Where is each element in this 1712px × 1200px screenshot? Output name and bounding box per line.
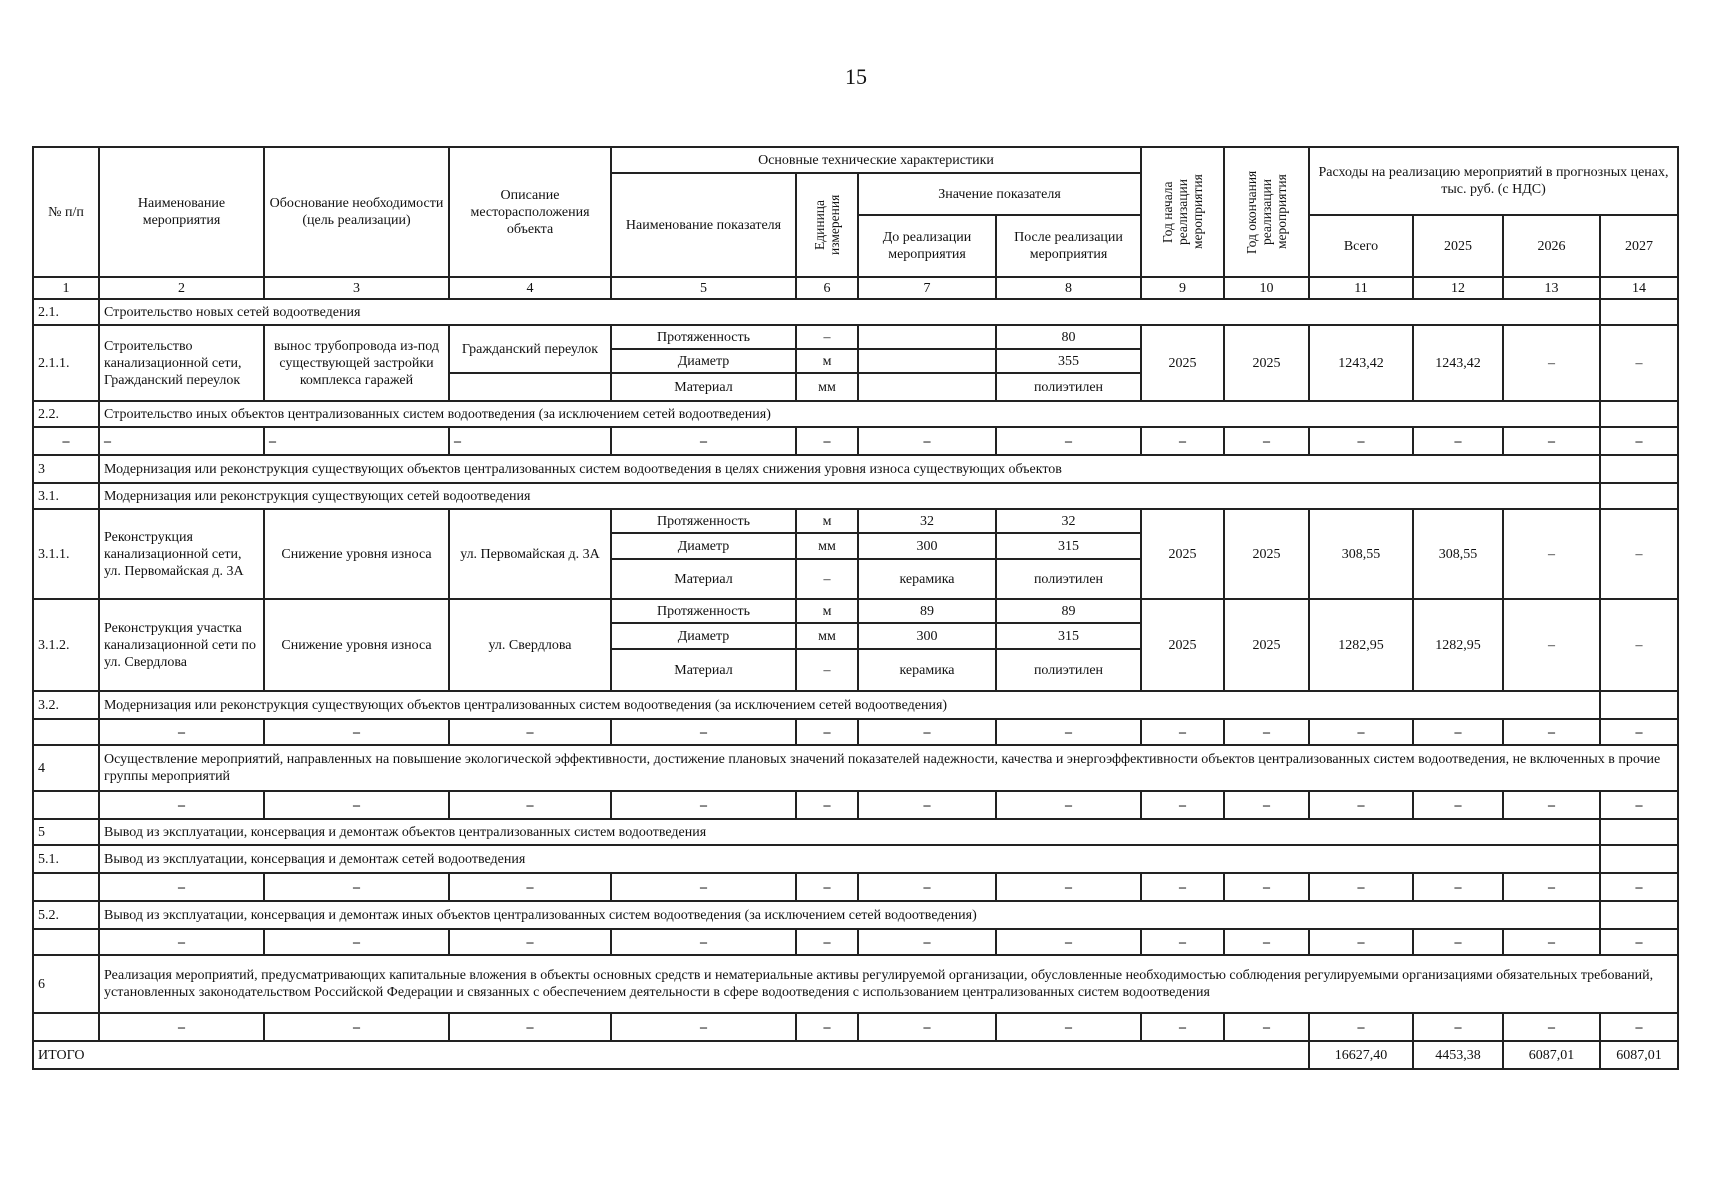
header-costs-group: Расходы на реализацию мероприятий в прогнозных ценах, тыс. руб. (с НДС): [1309, 147, 1678, 215]
section-num: 3.2.: [33, 691, 99, 719]
dash-cell: [33, 719, 99, 745]
dash-cell: –: [99, 427, 264, 455]
dash-cell: –: [1141, 791, 1224, 819]
dash-cell: –: [1224, 873, 1309, 901]
dash-cell: –: [1413, 873, 1503, 901]
indicator-after: 355: [996, 349, 1141, 373]
column-numbers-row: [33, 277, 1678, 299]
header-before: До реализации мероприятия: [858, 215, 996, 277]
indicator-after: 315: [996, 533, 1141, 559]
section-title: Модернизация или реконструкция существующих объектов централизованных систем водоотведения в целях снижения уровня износа существующих объектов: [99, 455, 1600, 483]
indicator-name: Материал: [611, 373, 796, 401]
dash-cell: –: [99, 719, 264, 745]
cost-total: 1243,42: [1309, 325, 1413, 401]
dash-cell: –: [996, 873, 1141, 901]
dash-cell: –: [1503, 929, 1600, 955]
header-2025: 2025: [1413, 215, 1503, 277]
row-num: 3.1.2.: [33, 599, 99, 691]
section-row: [33, 483, 1678, 509]
totals-2026: 6087,01: [1503, 1041, 1600, 1069]
dash-cell: –: [796, 1013, 858, 1041]
totals-2027: 6087,01: [1600, 1041, 1678, 1069]
dash-cell: –: [1224, 427, 1309, 455]
indicator-after: 315: [996, 623, 1141, 649]
col-number: 10: [1224, 277, 1309, 299]
indicator-before: керамика: [858, 559, 996, 599]
col-number: 4: [449, 277, 611, 299]
header-location: Описание месторасположения объекта: [449, 147, 611, 277]
year-end: 2025: [1224, 509, 1309, 599]
indicator-name: Протяженность: [611, 599, 796, 623]
dash-cell: –: [1503, 873, 1600, 901]
dash-cell: [33, 873, 99, 901]
indicator-after: 89: [996, 599, 1141, 623]
page-number: 15: [845, 64, 867, 89]
dash-cell: –: [1309, 719, 1413, 745]
row-num: 2.1.1.: [33, 325, 99, 401]
indicator-unit: –: [796, 649, 858, 691]
dash-cell: –: [1224, 1013, 1309, 1041]
indicator-name: Материал: [611, 649, 796, 691]
dash-cell: –: [796, 719, 858, 745]
empty-row: [33, 427, 1678, 455]
section-num: 2.2.: [33, 401, 99, 427]
section-row: [33, 901, 1678, 929]
section-blank: [1600, 901, 1678, 929]
dash-cell: [33, 1013, 99, 1041]
indicator-before: [858, 349, 996, 373]
dash-cell: –: [996, 427, 1141, 455]
dash-cell: –: [449, 929, 611, 955]
section-title: Модернизация или реконструкция существующих сетей водоотведения: [99, 483, 1600, 509]
section-title: Строительство иных объектов централизованных систем водоотведения (за исключением сетей водоотведения): [99, 401, 1600, 427]
indicator-before: [858, 373, 996, 401]
indicator-before: 32: [858, 509, 996, 533]
dash-cell: –: [1413, 929, 1503, 955]
col-number: 6: [796, 277, 858, 299]
dash-cell: –: [996, 1013, 1141, 1041]
indicator-name: Протяженность: [611, 509, 796, 533]
header-after: После реализации мероприятия: [996, 215, 1141, 277]
dash-cell: –: [449, 427, 611, 455]
header-indicator: Наименование показателя: [611, 173, 796, 277]
dash-cell: –: [1600, 929, 1678, 955]
section-row: [33, 745, 1678, 791]
totals-label: ИТОГО: [33, 1041, 1309, 1069]
indicator-unit: м: [796, 509, 858, 533]
section-row: [33, 299, 1678, 325]
table-row: [33, 509, 1678, 533]
totals-row: [33, 1041, 1678, 1069]
cost-2026: –: [1503, 325, 1600, 401]
col-number: 2: [99, 277, 264, 299]
dash-cell: –: [449, 791, 611, 819]
dash-cell: –: [1309, 791, 1413, 819]
row-name: Реконструкция участка канализационной сети по ул. Свердлова: [99, 599, 264, 691]
indicator-unit: мм: [796, 533, 858, 559]
dash-cell: –: [996, 929, 1141, 955]
col-number: 1: [33, 277, 99, 299]
section-title: Реализация мероприятий, предусматривающих капитальные вложения в объекты основных средств и нематериальные активы регулируемой организации, обусловленные необходимостью соблюдения регулируемыми организациями обязательных требований, установленных законодательством Российской Федерации и связанных с обеспечением деятельности в сфере водоотведения с использованием централизованных систем водоотведения: [99, 955, 1678, 1013]
header-year-start: Год начала реализации мероприятия: [1141, 147, 1224, 277]
year-end: 2025: [1224, 325, 1309, 401]
dash-cell: –: [1503, 1013, 1600, 1041]
indicator-after: полиэтилен: [996, 373, 1141, 401]
year-start: 2025: [1141, 599, 1224, 691]
indicator-before: 300: [858, 623, 996, 649]
indicator-after: полиэтилен: [996, 649, 1141, 691]
cost-2025: 1282,95: [1413, 599, 1503, 691]
header-2026: 2026: [1503, 215, 1600, 277]
row-location-empty: [449, 373, 611, 401]
indicator-name: Диаметр: [611, 533, 796, 559]
dash-cell: –: [264, 791, 449, 819]
dash-cell: –: [33, 427, 99, 455]
row-location: Гражданский переулок: [449, 325, 611, 373]
year-start: 2025: [1141, 325, 1224, 401]
section-row: [33, 819, 1678, 845]
investment-program-table: [32, 146, 1679, 1070]
dash-cell: –: [1413, 719, 1503, 745]
section-row: [33, 401, 1678, 427]
section-num: 6: [33, 955, 99, 1013]
dash-cell: –: [1413, 1013, 1503, 1041]
empty-row: [33, 929, 1678, 955]
dash-cell: –: [1413, 427, 1503, 455]
dash-cell: –: [1600, 719, 1678, 745]
indicator-before: керамика: [858, 649, 996, 691]
section-row: [33, 691, 1678, 719]
indicator-unit: м: [796, 599, 858, 623]
empty-row: [33, 719, 1678, 745]
col-number: 14: [1600, 277, 1678, 299]
col-number: 13: [1503, 277, 1600, 299]
dash-cell: –: [1503, 791, 1600, 819]
dash-cell: –: [858, 791, 996, 819]
header-total: Всего: [1309, 215, 1413, 277]
dash-cell: –: [1141, 929, 1224, 955]
row-location: ул. Первомайская д. 3А: [449, 509, 611, 599]
header-value-group: Значение показателя: [858, 173, 1141, 215]
dash-cell: –: [1141, 719, 1224, 745]
row-name: Реконструкция канализационной сети, ул. Первомайская д. 3А: [99, 509, 264, 599]
header-num: № п/п: [33, 147, 99, 277]
empty-row: [33, 791, 1678, 819]
row-num: 3.1.1.: [33, 509, 99, 599]
cost-2026: –: [1503, 599, 1600, 691]
col-number: 9: [1141, 277, 1224, 299]
indicator-unit: мм: [796, 623, 858, 649]
section-num: 5.1.: [33, 845, 99, 873]
col-number: 7: [858, 277, 996, 299]
table-row: [33, 599, 1678, 623]
cost-2027: –: [1600, 599, 1678, 691]
row-name: Строительство канализационной сети, Гражданский переулок: [99, 325, 264, 401]
section-title: Вывод из эксплуатации, консервация и демонтаж сетей водоотведения: [99, 845, 1600, 873]
col-number: 3: [264, 277, 449, 299]
dash-cell: –: [99, 929, 264, 955]
dash-cell: –: [264, 719, 449, 745]
dash-cell: [33, 791, 99, 819]
row-location: ул. Свердлова: [449, 599, 611, 691]
header-name: Наименование мероприятия: [99, 147, 264, 277]
year-end: 2025: [1224, 599, 1309, 691]
dash-cell: –: [1600, 791, 1678, 819]
dash-cell: –: [1141, 427, 1224, 455]
section-blank: [1600, 845, 1678, 873]
dash-cell: –: [264, 1013, 449, 1041]
section-blank: [1600, 483, 1678, 509]
dash-cell: –: [1600, 873, 1678, 901]
section-row: [33, 845, 1678, 873]
section-num: 5: [33, 819, 99, 845]
dash-cell: –: [796, 427, 858, 455]
dash-cell: –: [449, 1013, 611, 1041]
header-tech-group: Основные технические характеристики: [611, 147, 1141, 173]
indicator-unit: –: [796, 559, 858, 599]
dash-cell: –: [611, 1013, 796, 1041]
dash-cell: –: [611, 929, 796, 955]
indicator-before: 300: [858, 533, 996, 559]
cost-2027: –: [1600, 509, 1678, 599]
dash-cell: –: [611, 873, 796, 901]
dash-cell: –: [1309, 929, 1413, 955]
dash-cell: –: [1413, 791, 1503, 819]
dash-cell: –: [264, 427, 449, 455]
dash-cell: –: [264, 873, 449, 901]
indicator-before: [858, 325, 996, 349]
dash-cell: –: [1141, 1013, 1224, 1041]
indicator-name: Протяженность: [611, 325, 796, 349]
empty-row: [33, 1013, 1678, 1041]
section-blank: [1600, 691, 1678, 719]
section-title: Вывод из эксплуатации, консервация и демонтаж иных объектов централизованных систем водоотведения (за исключением сетей водоотведения): [99, 901, 1600, 929]
dash-cell: –: [1224, 719, 1309, 745]
cost-total: 1282,95: [1309, 599, 1413, 691]
header-year-end: Год окончания реализации мероприятия: [1224, 147, 1309, 277]
col-number: 8: [996, 277, 1141, 299]
dash-cell: –: [99, 873, 264, 901]
totals-total: 16627,40: [1309, 1041, 1413, 1069]
section-num: 4: [33, 745, 99, 791]
dash-cell: –: [796, 873, 858, 901]
section-blank: [1600, 455, 1678, 483]
dash-cell: –: [796, 929, 858, 955]
dash-cell: –: [1224, 791, 1309, 819]
dash-cell: –: [1224, 929, 1309, 955]
table-row: [33, 325, 1678, 349]
indicator-after: 32: [996, 509, 1141, 533]
cost-2026: –: [1503, 509, 1600, 599]
dash-cell: –: [858, 873, 996, 901]
section-num: 5.2.: [33, 901, 99, 929]
dash-cell: –: [858, 1013, 996, 1041]
section-blank: [1600, 299, 1678, 325]
section-blank: [1600, 401, 1678, 427]
totals-2025: 4453,38: [1413, 1041, 1503, 1069]
section-row: [33, 955, 1678, 1013]
section-num: 3.1.: [33, 483, 99, 509]
col-number: 12: [1413, 277, 1503, 299]
dash-cell: –: [99, 791, 264, 819]
cost-total: 308,55: [1309, 509, 1413, 599]
dash-cell: –: [611, 719, 796, 745]
dash-cell: –: [1600, 427, 1678, 455]
dash-cell: –: [1600, 1013, 1678, 1041]
dash-cell: –: [996, 791, 1141, 819]
indicator-name: Диаметр: [611, 623, 796, 649]
indicator-unit: –: [796, 325, 858, 349]
indicator-after: полиэтилен: [996, 559, 1141, 599]
section-num: 2.1.: [33, 299, 99, 325]
indicator-name: Материал: [611, 559, 796, 599]
header-reason: Обоснование необходимости (цель реализации): [264, 147, 449, 277]
dash-cell: [33, 929, 99, 955]
section-blank: [1600, 819, 1678, 845]
dash-cell: –: [611, 427, 796, 455]
dash-cell: –: [796, 791, 858, 819]
dash-cell: –: [611, 791, 796, 819]
header-2027: 2027: [1600, 215, 1678, 277]
dash-cell: –: [858, 929, 996, 955]
empty-row: [33, 873, 1678, 901]
row-reason: вынос трубопровода из-под существующей застройки комплекса гаражей: [264, 325, 449, 401]
dash-cell: –: [1309, 1013, 1413, 1041]
dash-cell: –: [996, 719, 1141, 745]
dash-cell: –: [1141, 873, 1224, 901]
dash-cell: –: [858, 427, 996, 455]
row-reason: Снижение уровня износа: [264, 509, 449, 599]
section-num: 3: [33, 455, 99, 483]
header-unit: Единица измерения: [796, 173, 858, 277]
dash-cell: –: [99, 1013, 264, 1041]
section-title: Модернизация или реконструкция существующих объектов централизованных систем водоотведения (за исключением сетей водоотведения): [99, 691, 1600, 719]
dash-cell: –: [449, 873, 611, 901]
section-title: Осуществление мероприятий, направленных на повышение экологической эффективности, достижение плановых значений показателей надежности, качества и энергоэффективности объектов централизованных систем водоотведения, не включенных в прочие группы мероприятий: [99, 745, 1678, 791]
section-title: Вывод из эксплуатации, консервация и демонтаж объектов централизованных систем водоотведения: [99, 819, 1600, 845]
section-title: Строительство новых сетей водоотведения: [99, 299, 1600, 325]
section-row: [33, 455, 1678, 483]
row-reason: Снижение уровня износа: [264, 599, 449, 691]
dash-cell: –: [1503, 719, 1600, 745]
indicator-unit: м: [796, 349, 858, 373]
indicator-before: 89: [858, 599, 996, 623]
col-number: 11: [1309, 277, 1413, 299]
dash-cell: –: [449, 719, 611, 745]
cost-2025: 1243,42: [1413, 325, 1503, 401]
dash-cell: –: [1503, 427, 1600, 455]
dash-cell: –: [264, 929, 449, 955]
dash-cell: –: [858, 719, 996, 745]
indicator-name: Диаметр: [611, 349, 796, 373]
indicator-after: 80: [996, 325, 1141, 349]
dash-cell: –: [1309, 873, 1413, 901]
cost-2025: 308,55: [1413, 509, 1503, 599]
cost-2027: –: [1600, 325, 1678, 401]
year-start: 2025: [1141, 509, 1224, 599]
col-number: 5: [611, 277, 796, 299]
dash-cell: –: [1309, 427, 1413, 455]
indicator-unit: мм: [796, 373, 858, 401]
